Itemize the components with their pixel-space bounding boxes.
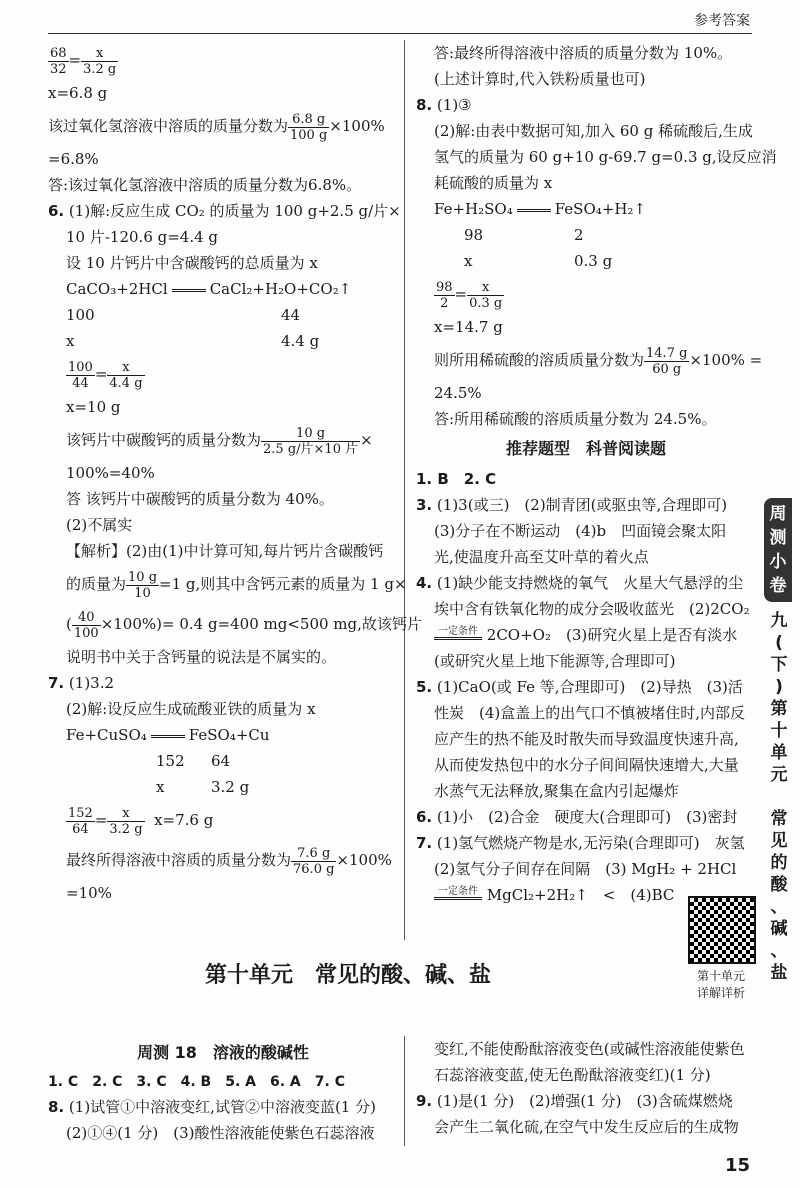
item-3-line2: (3)分子在不断运动 (4)b 凹面镜会聚太阳 (434, 522, 727, 540)
side-vertical-text: 九 ( 下 ) 第 十 单 元 常 见 的 酸 、 碱 、 盐 (770, 611, 788, 983)
item-4-line4: (或研究火星上地下能源等,合理即可) (434, 652, 676, 670)
item-5-line4: 从而使发热包中的水分子间间隔快速增大,大量 (434, 756, 739, 774)
q7-percent-result: =10% (66, 884, 112, 902)
q8-line1: 8. (1)③ (416, 96, 472, 114)
q6-answer: 答 该钙片中碳酸钙的质量分数为 40%。 (66, 490, 334, 508)
q7-ratio-row2: x 3.2 g (156, 778, 250, 796)
bottom-left-column (48, 1036, 398, 1146)
b-r-line1: 变红,不能使酚酞溶液变色(或碱性溶液能使紫色 (434, 1040, 745, 1058)
qr-code-icon[interactable] (688, 896, 756, 964)
q7-ratio-row1: 152 64 (156, 752, 231, 770)
q7-note: (上述计算时,代入铁粉质量也可) (434, 70, 646, 88)
side-tab: 周测 小卷 (764, 498, 792, 602)
bottom-column-divider (404, 1036, 405, 1146)
column-divider (404, 40, 405, 940)
quiz-title: 周测 18 溶液的酸碱性 (137, 1043, 309, 1062)
q7-answer: 答:最终所得溶液中溶质的质量分数为 10%。 (434, 44, 733, 62)
q6-line3: 设 10 片钙片中含碳酸钙的总质量为 x (66, 254, 318, 272)
item-3-line3: 光,使温度升高至艾叶草的着火点 (434, 548, 649, 566)
q6-proportion: $\frac{100}{44}$ = $\frac{x}{4.4 g}$ (68, 359, 143, 391)
q6-percent-result: 100%=40% (66, 464, 155, 482)
item-5-line2: 性炭 (4)盒盖上的出气口不慎被堵住时,内部反 (434, 704, 746, 722)
mass-fraction-line: 该过氧化氢溶液中溶质的质量分数为 $\frac{6.8 g}{100 g}$ ×100% (48, 111, 385, 143)
q8-equation: Fe+H₂SO₄ FeSO₄+H₂↑ (434, 200, 647, 218)
item-1-2: 1. B 2. C (416, 470, 497, 488)
proportion-line: $\frac{68}{32}$ = $\frac{x}{3.2 g}$ (50, 45, 117, 77)
header-rule (48, 33, 752, 34)
page-number: 15 (724, 1155, 750, 1176)
q6-part2: (2)不属实 (66, 516, 133, 534)
q8-proportion: $\frac{98}{2}$ = $\frac{x}{0.3 g}$ (436, 279, 503, 311)
b-q9-line2: 会产生二氧化硫,在空气中发生反应后的生成物 (434, 1118, 739, 1136)
q8-line3: 氢气的质量为 60 g+10 g-69.7 g=0.3 g,设反应消 (434, 148, 777, 166)
q6-analysis-2: 的质量为 $\frac{10 g}{10}$ =1 g,则其中含钙元素的质量为 1 g× (66, 569, 407, 601)
q7-equation: Fe+CuSO₄ FeSO₄+Cu (66, 726, 270, 744)
b-q8-line1: 8. (1)试管①中溶液变红,试管②中溶液变蓝(1 分) (48, 1098, 376, 1116)
item-7-line2: (2)氢气分子间存在间隔 (3) MgH₂ + 2HCl (434, 860, 737, 878)
item-4-line3: 一定条件 2CO+O₂ (3)研究火星上是否有淡水 (416, 622, 756, 648)
result-line: =6.8% (48, 150, 99, 168)
page-header-title: 参考答案 (694, 13, 750, 29)
q8-x: x=14.7 g (434, 318, 503, 336)
q6-percent: 该钙片中碳酸钙的质量分数为 $\frac{10 g}{\text{2.5 g/片×10 片}}$ × (66, 425, 373, 457)
q7-percent: 最终所得溶液中溶质的质量分数为 $\frac{7.6 g}{76.0 g}$ ×100% (66, 845, 392, 877)
q6-analysis-1: 【解析】(2)由(1)中计算可知,每片钙片含碳酸钙 (66, 542, 384, 560)
q8-ratio-row2: x 0.3 g (464, 252, 613, 270)
q8-percent: 则所用稀硫酸的溶质质量分数为 $\frac{14.7 g}{60 g}$ ×100% = (434, 345, 763, 377)
left-column (48, 40, 422, 906)
qr-caption: 第十单元 详解详析 (696, 969, 745, 1000)
q8-ratio-row1: 98 2 (464, 226, 584, 244)
b-r-line2: 石蕊溶液变蓝,使无色酚酞溶液变红)(1 分) (434, 1066, 711, 1084)
item-5-line3: 应产生的热不能及时散失而导致温度快速升高, (434, 730, 739, 748)
q8-answer: 答:所用稀硫酸的溶质质量分数为 24.5%。 (434, 410, 717, 428)
mcq-answers: 1. C 2. C 3. C 4. B 5. A 6. A 7. C (48, 1074, 345, 1090)
unit-title: 第十单元 常见的酸、碱、盐 (204, 963, 491, 988)
item-4-line2: 埃中含有铁氧化物的成分会吸收蓝光 (2)2CO₂ (434, 600, 750, 618)
section-title: 推荐题型 科普阅读题 (505, 439, 666, 458)
b-q8-line2: (2)①④(1 分) (3)酸性溶液能使紫色石蕊溶液 (66, 1124, 375, 1142)
q6-ratio-row2: x 4.4 g (66, 332, 320, 350)
solution-x: x=6.8 g (48, 84, 108, 102)
item-7-line3: 一定条件 MgCl₂+2H₂↑ < (4)BC (416, 882, 756, 908)
b-q9-line1: 9. (1)是(1 分) (2)增强(1 分) (3)含硫煤燃烧 (416, 1092, 733, 1110)
item-5-line5: 水蒸气无法释放,聚集在盒内引起爆炸 (434, 782, 679, 800)
q6-analysis-4: 说明书中关于含钙量的说法是不属实的。 (66, 648, 337, 666)
item-6: 6. (1)小 (2)合金 硬度大(合理即可) (3)密封 (416, 808, 738, 826)
q6-line1: 6. (1)解:反应生成 CO₂ 的质量为 100 g+2.5 g/片× (48, 202, 401, 220)
item-7-line1: 7. (1)氢气燃烧产物是水,无污染(合理即可) 灰氢 (416, 834, 745, 852)
q6-x: x=10 g (66, 398, 121, 416)
q8-line4: 耗硫酸的质量为 x (434, 174, 553, 192)
q8-percent-result: 24.5% (434, 384, 482, 402)
q8-line2: (2)解:由表中数据可知,加入 60 g 稀硫酸后,生成 (434, 122, 753, 140)
right-column (416, 40, 777, 908)
item-3-line1: 3. (1)3(或三) (2)制青团(或驱虫等,合理即可) (416, 496, 728, 514)
q7-proportion: $\frac{152}{64}$ = $\frac{x}{3.2 g}$ x=7.6 g (68, 805, 214, 837)
item-4-line1: 4. (1)缺少能支持燃烧的氧气 火星大气悬浮的尘 (416, 574, 744, 592)
bottom-right-column (416, 1036, 756, 1140)
q6-line2: 10 片-120.6 g=4.4 g (66, 228, 219, 246)
q6-ratio-row1: 100 44 (66, 306, 301, 324)
q7-line2: (2)解:设反应生成硫酸亚铁的质量为 x (66, 700, 316, 718)
answer-line: 答:该过氧化氢溶液中溶质的质量分数为6.8%。 (48, 176, 362, 194)
q6-equation: CaCO₃+2HCl CaCl₂+H₂O+CO₂↑ (66, 280, 352, 298)
q7-line1: 7. (1)3.2 (48, 674, 115, 692)
q6-analysis-3: ( $\frac{40}{100}$ ×100%)= 0.4 g=400 mg<500 mg,故该钙片 (66, 609, 422, 641)
item-5-line1: 5. (1)CaO(或 Fe 等,合理即可) (2)导热 (3)活 (416, 678, 743, 696)
